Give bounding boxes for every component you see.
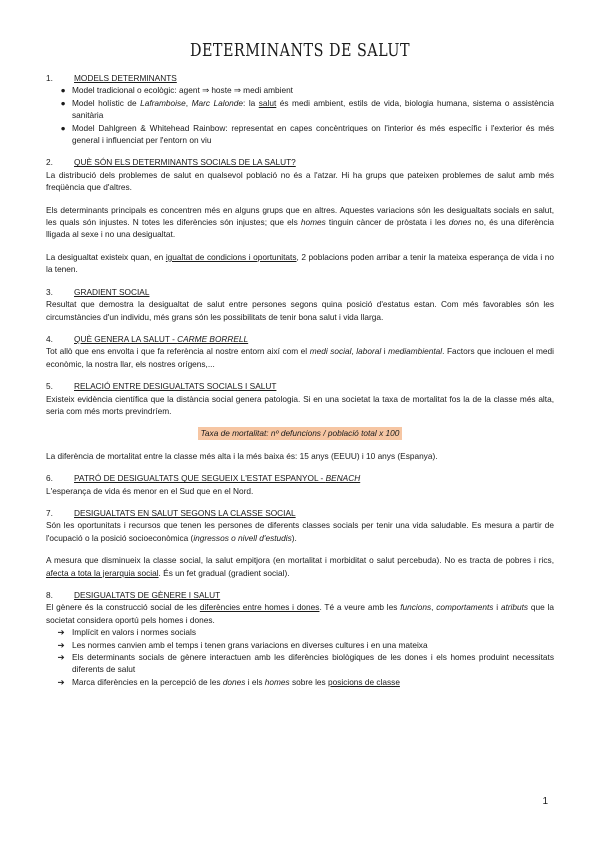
gender-list xyxy=(46,626,554,688)
arrow-icon: ➔ xyxy=(57,652,65,663)
arrow-icon: ➔ xyxy=(57,639,65,650)
list-item-text: Implícit en valors i normes socials xyxy=(72,627,197,638)
text-run: . És un fet gradual (gradient social). xyxy=(158,567,290,578)
text-run: . Factors que inclouen el medi econòmic, la nostra llar, els nostres orígens,... xyxy=(46,346,554,369)
section-spanish-pattern xyxy=(46,472,554,497)
section-title: GRADIENT SOCIAL xyxy=(74,286,150,297)
section-number: 7. xyxy=(46,507,53,518)
text-run: QUÈ GENERA LA SALUT - xyxy=(74,333,178,344)
list-item xyxy=(50,651,554,676)
emphasis: atributs xyxy=(500,602,529,613)
section-number: 1. xyxy=(46,73,53,83)
author-name: Marc Lalonde xyxy=(191,97,244,108)
paragraph: Resultat que demostra la desigualtat de salut entre persones segons quina posició d'estatus estan. Com més favorables són les circumstàncies d'un individu, més grans són les possibilitats de tenir bona salut i vida llarga. xyxy=(46,299,554,322)
text-run: no, és una diferència lligada al sexe i no una desigualtat. xyxy=(46,217,554,240)
list-item xyxy=(46,84,554,96)
emphasis: dones xyxy=(222,676,246,687)
list-item xyxy=(50,639,554,651)
author-name: BENACH xyxy=(325,473,361,484)
emphasis: dones xyxy=(448,217,472,228)
text-run: . Té a veure amb les xyxy=(319,602,401,613)
text-run: , xyxy=(431,602,437,613)
emphasis: homes xyxy=(264,676,290,687)
list-item-text: Model tradicional o ecològic: agent ⇒ hoste ⇒ medi ambient xyxy=(72,85,293,96)
section-heading xyxy=(46,380,554,392)
section-number: 8. xyxy=(46,590,53,600)
paragraph: La distribució dels problemes de salut en qualsevol població no és a l'atzar. Hi ha grups que pateixen problemes de salut amb més freqüència que d'altres. xyxy=(46,169,554,193)
section-title: MODELS DETERMINANTS xyxy=(74,73,177,83)
text-run: i els xyxy=(245,676,265,687)
bullet-icon: ● xyxy=(60,85,66,96)
emphasis: mediambiental xyxy=(388,346,443,357)
page-title: DETERMINANTS DE SALUT xyxy=(189,41,411,61)
text-run: Model holístic de xyxy=(72,97,141,108)
list-item-text: Les normes canvien amb el temps i tenen grans variacions en diverses cultures i en una mateixa xyxy=(72,639,428,650)
arrow-icon: ➔ xyxy=(57,676,65,687)
underlined-term: afecta a tota la jerarquia social xyxy=(46,567,159,578)
section-title xyxy=(74,472,360,484)
section-title: RELACIÓ ENTRE DESIGUALTATS SOCIALS I SALUT xyxy=(74,381,277,392)
document-page xyxy=(46,0,554,688)
text-run: sobre les xyxy=(289,676,328,687)
text-run: Els determinants principals es concentren més en alguns grups que en altres. Aquestes variacions són les desigualtats socials en salut, les quals són injustes. N totes les diferències són injustes; que els xyxy=(46,204,554,228)
emphasis: homes xyxy=(300,217,326,228)
bullet-icon: ● xyxy=(60,122,66,133)
emphasis: ingressos o nivell d'estudis xyxy=(193,532,292,543)
text-run: que la societat considera oportú pels homes i dones. xyxy=(46,602,554,625)
section-heading xyxy=(46,589,554,601)
text-run: , 2 poblacions poden arribar a tenir la mateixa esperança de vida i no la tenen. xyxy=(46,251,555,275)
paragraph: L'esperança de vida és menor en el Sud que en el Nord. xyxy=(46,485,254,496)
section-social-determinants xyxy=(46,156,554,275)
list-item-text: Model Dahlgreen & Whitehead Rainbow: representat en capes concèntriques on l'interior és més específic i l'exterior és més general i influenciat per l'entorn on viu xyxy=(72,122,554,146)
section-heading xyxy=(46,72,554,84)
underlined-term: posicions de classe xyxy=(327,676,400,687)
list-item xyxy=(46,97,554,122)
text-run: i xyxy=(381,346,389,357)
formula-block xyxy=(46,427,554,439)
mortality-formula: Taxa de mortalitat: nº defuncions / població total x 100 xyxy=(198,427,403,439)
section-number: 5. xyxy=(46,381,53,392)
paragraph xyxy=(46,554,554,579)
list-item xyxy=(46,122,554,147)
section-inequality-health xyxy=(46,380,554,462)
author-name: CARME BORRELL xyxy=(177,333,249,344)
emphasis: medi social xyxy=(309,346,352,357)
paragraph xyxy=(46,251,554,276)
underlined-term: diferències entre homes i dones xyxy=(199,602,320,613)
paragraph: La diferència de mortalitat entre la classe més alta i la més baixa és: 15 anys (EEUU) i 10 anys (Espanya). xyxy=(46,450,438,461)
paragraph xyxy=(46,601,554,626)
section-heading xyxy=(46,156,554,168)
list-item xyxy=(50,626,554,638)
text-run: PATRÓ DE DESIGUALTATS QUE SEGUEIX L'ESTAT ESPANYOL - xyxy=(74,473,326,484)
emphasis: laboral xyxy=(356,346,382,357)
list-item-text xyxy=(72,97,554,122)
section-title xyxy=(74,333,248,345)
author-name: Laframboise xyxy=(140,97,186,108)
arrow-icon: ➔ xyxy=(57,627,65,638)
text-run: Són les oportunitats i recursos que tenen les persones de diferents classes socials per tenir una vida saludable. Es mesura a partir de l'ocupació o la posició socioeconòmica ( xyxy=(46,520,554,543)
text-run: El gènere és la construcció social de les xyxy=(46,602,200,613)
text-run: ). xyxy=(291,532,297,543)
section-heading xyxy=(46,507,554,519)
text-run: , xyxy=(185,97,192,108)
text-run: tinguin càncer de pròstata i les xyxy=(325,217,449,228)
section-health-generators xyxy=(46,333,554,370)
emphasis: comportaments xyxy=(436,602,494,613)
paragraph xyxy=(46,345,554,370)
section-social-gradient xyxy=(46,286,554,323)
section-title: DESIGUALTATS DE GÈNERE I SALUT xyxy=(74,590,221,600)
section-title: DESIGUALTATS EN SALUT SEGONS LA CLASSE SOCIAL xyxy=(74,507,296,518)
text-run: Marca diferències en la percepció de les xyxy=(72,676,223,687)
paragraph xyxy=(46,204,554,241)
paragraph xyxy=(46,519,554,544)
emphasis: funcions xyxy=(400,602,432,613)
section-heading xyxy=(46,333,554,345)
text-run: Tot allò que ens envolta i que fa referència al nostre entorn així com el xyxy=(46,346,310,357)
underlined-term: salut xyxy=(258,97,277,108)
text-run: : la xyxy=(243,97,259,108)
section-heading xyxy=(46,286,554,298)
text-run: La desigualtat existeix quan, en xyxy=(46,251,166,262)
list-item xyxy=(50,676,554,688)
section-number: 6. xyxy=(46,473,53,484)
section-models xyxy=(46,72,554,146)
text-run: , xyxy=(351,346,357,357)
models-list xyxy=(46,84,554,146)
section-number: 2. xyxy=(46,157,53,168)
section-number: 3. xyxy=(46,286,53,297)
list-item-text: Els determinants socials de gènere interactuen amb les diferències biològiques de les dones i els homes produint necessitats diferents de salut xyxy=(72,652,554,675)
bullet-icon: ● xyxy=(60,97,66,108)
section-social-class xyxy=(46,507,554,579)
underlined-term: igualtat de condicions i oportunitats xyxy=(165,251,297,262)
text-run: A mesura que disminueix la classe social, la salut empitjora (en mortalitat i morbiditat o salut percebuda). No es tracta de pobres i rics, xyxy=(46,555,554,566)
section-title: QUÈ SÓN ELS DETERMINANTS SOCIALS DE LA SALUT? xyxy=(74,157,296,168)
section-gender xyxy=(46,589,554,688)
text-run: és medi ambient, estils de vida, biologia humana, sistema o assistència sanitària xyxy=(72,97,554,121)
section-heading xyxy=(46,472,554,484)
list-item-text xyxy=(72,676,554,688)
paragraph: Existeix evidència científica que la distància social genera patologia. Si en una societat la taxa de mortalitat fos la de la classe més alta, seria com més morts previndríem. xyxy=(46,393,554,416)
section-number: 4. xyxy=(46,333,53,344)
page-number: 1 xyxy=(542,796,548,807)
text-run: i xyxy=(493,602,501,613)
